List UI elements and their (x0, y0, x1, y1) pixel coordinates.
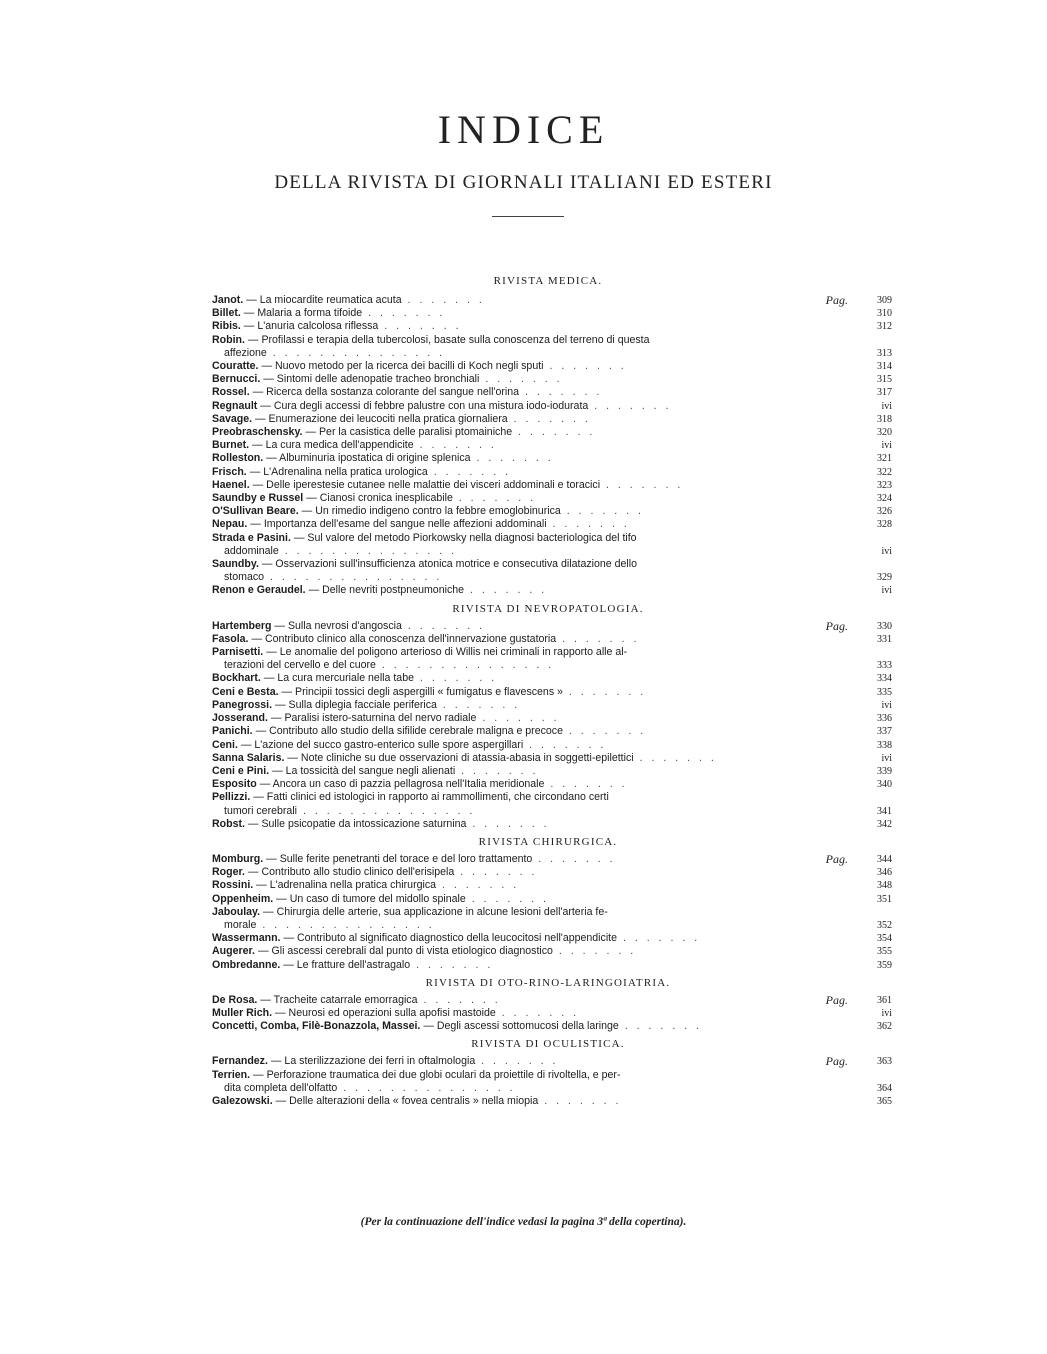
entry-page-number: 354 (877, 933, 892, 945)
leader-dots: . . . . . . . (465, 892, 549, 905)
leader-dots: . . . . . . . (512, 426, 596, 439)
entry-author: Fernandez. (212, 1055, 268, 1068)
leader-dots: . . . . . . . (562, 685, 647, 698)
leader-dots: . . . . . . . (427, 465, 512, 478)
index-entry (212, 307, 892, 320)
entry-author: Sanna Salaris. (212, 751, 285, 764)
entry-author: Saundby e Russel (212, 492, 304, 505)
leader-dots: . . . . . . . (413, 439, 497, 452)
entry-author: Roger. (212, 866, 245, 879)
index-entry (212, 672, 892, 685)
index-entry (212, 1007, 892, 1020)
entry-title: — Le fratture dell'astragalo (283, 958, 411, 971)
index-entry (212, 360, 892, 373)
entry-title: — Sulla nevrosi d'angoscia (274, 619, 402, 632)
index-entry (212, 1095, 892, 1108)
entry-page-number: 341 (877, 805, 892, 817)
entry-author: Parnisetti. (212, 646, 264, 659)
entry-author: Ceni e Pini. (212, 764, 270, 777)
index-entry (212, 452, 892, 465)
entry-title: — Perforazione traumatica dei due globi oculari da proiettile di rivoltella, e per- (253, 1068, 621, 1081)
index-entry (212, 426, 892, 439)
entry-title: — L'adrenalina nella pratica chirurgica (256, 879, 437, 892)
entry-page-number: 326 (877, 506, 892, 518)
entry-page-number: ivi (881, 1007, 892, 1019)
leader-dots: . . . . . . . (470, 452, 554, 465)
entry-page-number: 331 (877, 633, 892, 645)
index-entry (212, 466, 892, 479)
entry-title-continuation: tumori cerebrali (224, 804, 298, 817)
entry-page-number: 342 (877, 818, 892, 830)
leader-dots: . . . . . . . (532, 852, 616, 865)
entry-title: — Neurosi ed operazioni sulla apofisi mastoide (275, 1006, 496, 1019)
leader-dots: . . . . . . . . . . . . . . . (337, 1081, 516, 1094)
entry-title: — Chirurgia delle arterie, sua applicazione in alcune lesioni dell'arteria fe- (263, 905, 608, 918)
index-title: INDICE (437, 107, 610, 152)
divider-rule (492, 216, 564, 217)
pag-label: Pag. (825, 1054, 848, 1069)
entry-author: Augerer. (212, 945, 255, 958)
entry-title: — Gli ascessi cerebrali dal punto di vista etiologico diagnostico (257, 945, 553, 958)
entry-page-number: 337 (877, 726, 892, 738)
entry-title: — Osservazioni sull'insufficienza atonica motrice e consecutiva dilatazione dello (261, 558, 637, 571)
leader-dots: . . . . . . . (417, 993, 501, 1006)
leader-dots: . . . . . . . . . . . . . . . (266, 346, 446, 359)
entry-title: — L'azione del succo gastro-enterico sulle spore aspergillari (240, 738, 524, 751)
entry-title: — Un caso di tumore del midollo spinale (276, 892, 466, 905)
entry-page-number: 359 (877, 959, 892, 971)
entry-title: — Importanza dell'esame del sangue nelle affezioni addominali (250, 518, 547, 531)
entry-title-continuation: terazioni del cervello e del cuore (224, 659, 376, 672)
index-entry (212, 294, 892, 307)
entry-title: — Delle nevriti postpneumoniche (308, 584, 465, 597)
leader-dots: . . . . . . . (618, 1020, 703, 1033)
entry-title: — Ancora un caso di pazzia pellagrosa nell'Italia meridionale (259, 778, 545, 791)
entry-title: — Ricerca della sostanza colorante del sangue nell'orina (252, 386, 520, 399)
entry-author: Galezowski. (212, 1094, 273, 1107)
entry-author: Billet. (212, 307, 241, 320)
entry-page-number: 328 (877, 519, 892, 531)
leader-dots: . . . . . . . (362, 307, 446, 320)
entry-title: — Albuminuria ipostatica di origine splenica (266, 452, 471, 465)
entry-author: Ombredanne. (212, 958, 281, 971)
index-entry (212, 633, 892, 646)
pag-label: Pag. (825, 618, 848, 633)
section-heading: RIVISTA MEDICA. (493, 275, 603, 287)
entry-page-number: 362 (877, 1021, 892, 1033)
entry-title: — La cura mercuriale nella tabe (263, 672, 414, 685)
entry-author: Terrien. (212, 1068, 251, 1081)
entry-page-number: ivi (881, 585, 892, 597)
entry-page-number: 344 (877, 853, 892, 865)
entry-author: Strada e Pasini. (212, 531, 291, 544)
index-entry (212, 1055, 892, 1068)
entry-author: Regnault (212, 399, 258, 412)
entry-title-continuation: affezione (224, 346, 267, 359)
entry-author: Esposito (212, 778, 257, 791)
entry-page-number: 361 (877, 994, 892, 1006)
index-entry (212, 725, 892, 738)
entry-title: — Malaria a forma tifoide (243, 307, 363, 320)
entry-author: Rossini. (212, 879, 254, 892)
index-entry (212, 712, 892, 725)
entry-title-continuation: dita completa dell'olfatto (224, 1081, 338, 1094)
entry-page-number: 330 (877, 620, 892, 632)
entry-title: — Sul valore del metodo Piorkowsky nella diagnosi bacteriologica del tifo (293, 531, 637, 544)
entry-author: Pellizzi. (212, 791, 251, 804)
leader-dots: . . . . . . . . . . . . . . . (264, 571, 443, 584)
entry-page-number: ivi (881, 400, 892, 412)
leader-dots: . . . . . . . (556, 632, 640, 645)
index-entry (212, 818, 892, 831)
entry-title: — Nuovo metodo per la ricerca dei bacilli di Koch negli sputi (261, 360, 544, 373)
index-entry (212, 699, 892, 712)
index-entry (212, 932, 892, 945)
leader-dots: . . . . . . . (544, 778, 628, 791)
entry-author: Bernucci. (212, 373, 261, 386)
index-entry (212, 686, 892, 699)
entry-page-number: 334 (877, 673, 892, 685)
leader-dots: . . . . . . . (476, 712, 560, 725)
entry-author: Fasola. (212, 632, 249, 645)
leader-dots: . . . . . . . (562, 725, 647, 738)
entry-author: Wassermann. (212, 932, 281, 945)
index-entry (212, 518, 892, 531)
index-entry (212, 853, 892, 866)
index-entry (212, 620, 892, 633)
entry-author: O'Sullivan Beare. (212, 505, 299, 518)
leader-dots: . . . . . . . (543, 360, 627, 373)
entry-title: — Contributo allo studio clinico dell'erisipela (247, 866, 455, 879)
section-heading: RIVISTA DI NEVROPATOLOGIA. (452, 602, 644, 615)
leader-dots: . . . . . . . . . . . . . . . (297, 804, 476, 817)
entry-page-number: 333 (877, 660, 892, 672)
entry-title-continuation: morale (224, 918, 257, 931)
entry-page-number: 312 (877, 321, 892, 333)
entry-author: Oppenheim. (212, 892, 274, 905)
entry-page-number: 348 (877, 880, 892, 892)
entry-page-number: 329 (877, 572, 892, 584)
entry-author: Burnet. (212, 439, 250, 452)
entry-page-number: 310 (877, 308, 892, 320)
leader-dots: . . . . . . . (401, 294, 485, 306)
leader-dots: . . . . . . . (588, 399, 672, 412)
entry-author: Ribis. (212, 320, 241, 333)
entry-author: Jaboulay. (212, 905, 261, 918)
index-entry (212, 765, 892, 778)
entry-author: Ceni. (212, 738, 238, 751)
entry-title: — Degli ascessi sottomucosi della laringe (423, 1020, 619, 1033)
leader-dots: . . . . . . . . . . . . . . . (256, 918, 435, 931)
entry-author: Rolleston. (212, 452, 264, 465)
entry-page-number: 340 (877, 779, 892, 791)
leader-dots: . . . . . . . (552, 945, 637, 958)
entry-title: — La tossicità del sangue negli alienati (272, 764, 456, 777)
leader-dots: . . . . . . . (410, 958, 494, 971)
entry-page-number: 324 (877, 493, 892, 505)
entry-title: — Tracheite catarrale emorragica (260, 993, 418, 1006)
index-entry (212, 558, 892, 584)
entry-author: Ceni e Besta. (212, 685, 279, 698)
entry-author: Rossel. (212, 386, 250, 399)
entry-page-number: 309 (877, 295, 892, 306)
entry-author: Couratte. (212, 360, 259, 373)
index-entry (212, 739, 892, 752)
entry-title-continuation: stomaco (224, 571, 265, 584)
entry-title: — Un rimedio indigeno contro la febbre emoglobinurica (301, 505, 561, 518)
pag-label: Pag. (825, 293, 848, 307)
entry-page-number: ivi (881, 752, 892, 764)
leader-dots: . . . . . . . (454, 866, 538, 879)
pag-label: Pag. (825, 992, 848, 1007)
entry-page-number: 335 (877, 686, 892, 698)
table-of-contents (212, 268, 892, 1108)
entry-author: Savage. (212, 412, 253, 425)
entry-author: Panichi. (212, 725, 253, 738)
entry-author: Muller Rich. (212, 1006, 273, 1019)
entry-author: Nepau. (212, 518, 248, 531)
entry-author: Momburg. (212, 852, 264, 865)
entry-page-number: 317 (877, 387, 892, 399)
entry-author: Preobraschensky. (212, 426, 303, 439)
leader-dots: . . . . . . . (413, 672, 498, 685)
pag-label: Pag. (825, 851, 848, 866)
index-entry (212, 334, 892, 360)
entry-title: — Contributo allo studio della sifilide cerebrale maligna e precoce (255, 725, 563, 738)
entry-title-continuation: addominale (224, 544, 279, 557)
index-entry (212, 1020, 892, 1033)
entry-title: — Enumerazione dei leucociti nella pratica giornaliera (255, 412, 508, 425)
index-entry (212, 945, 892, 958)
index-entry (212, 373, 892, 386)
entry-title: — Cianosi cronica inesplicabile (306, 492, 453, 505)
entry-author: Saundby. (212, 558, 259, 571)
entry-title: — Le anomalie del poligono arterioso di Willis nei criminali in rapporto alle al- (266, 646, 628, 659)
leader-dots: . . . . . . . (495, 1006, 580, 1019)
entry-page-number: 323 (877, 479, 892, 491)
entry-author: Josserand. (212, 712, 268, 725)
entry-page-number: 365 (877, 1095, 892, 1107)
entry-title: — Fatti clinici ed istologici in rapporto ai rammollimenti, che circondano certi (253, 791, 609, 804)
entry-author: Haenel. (212, 478, 250, 491)
leader-dots: . . . . . . . (466, 817, 550, 830)
entry-author: De Rosa. (212, 993, 258, 1006)
leader-dots: . . . . . . . (507, 412, 591, 425)
entry-author: Renon e Geraudel. (212, 584, 306, 597)
entry-title: — Sintomi delle adenopatie tracheo bronchiali (263, 373, 480, 386)
leader-dots: . . . . . . . (455, 764, 539, 777)
index-entry (212, 386, 892, 399)
index-entry (212, 959, 892, 972)
index-entry (212, 752, 892, 765)
entry-title: — L'anuria calcolosa riflessa (243, 320, 379, 333)
index-entry (212, 1069, 892, 1095)
entry-title: — Per la casistica delle paralisi ptomainiche (305, 426, 513, 439)
entry-title: — Principii tossici degli aspergilli « fumigatus e flavescens » (281, 685, 563, 698)
entry-title: — Contributo clinico alla conoscenza dell'innervazione gustatoria (251, 632, 557, 645)
leader-dots: . . . . . . . (378, 320, 462, 333)
entry-title: — La sterilizzazione dei ferri in oftalmologia (270, 1055, 476, 1068)
leader-dots: . . . . . . . (436, 879, 520, 892)
leader-dots: . . . . . . . . . . . . . . . (375, 659, 555, 672)
index-entry (212, 439, 892, 452)
entry-title: — Profilassi e terapia della tubercolosi, basate sulla conoscenza del terreno di questa (247, 333, 650, 346)
entry-page-number: 314 (877, 361, 892, 373)
entry-page-number: ivi (881, 699, 892, 711)
entry-title: — Contributo al significato diagnostico della leucocitosi nell'appendicite (283, 932, 618, 945)
index-entry (212, 866, 892, 879)
entry-title: — La miocardite reumatica acuta (246, 294, 402, 306)
index-entry (212, 646, 892, 672)
entry-page-number: 346 (877, 867, 892, 879)
index-entry (212, 532, 892, 558)
entry-page-number: 364 (877, 1082, 892, 1094)
leader-dots: . . . . . . . (401, 619, 486, 632)
index-entry (212, 492, 892, 505)
index-entry (212, 505, 892, 518)
index-entry (212, 400, 892, 413)
leader-dots: . . . . . . . . . . . . . . . (278, 544, 458, 557)
index-entry (212, 906, 892, 932)
entry-title: — Cura degli accessi di febbre palustre con una mistura iodo-iodurata (260, 399, 589, 412)
entry-page-number: 338 (877, 739, 892, 751)
entry-page-number: ivi (881, 545, 892, 557)
entry-page-number: ivi (881, 440, 892, 452)
entry-author: Robin. (212, 333, 245, 346)
entry-page-number: 315 (877, 374, 892, 386)
leader-dots: . . . . . . . (600, 478, 684, 491)
section-heading: RIVISTA CHIRURGICA. (478, 835, 618, 848)
entry-page-number: 363 (877, 1056, 892, 1068)
entry-title: — Sulle psicopatie da intossicazione saturnina (247, 817, 467, 830)
entry-page-number: 322 (877, 466, 892, 478)
entry-title: — Note cliniche su due osservazioni di atassia-abasia in soggetti-epilettici (287, 751, 634, 764)
entry-author: Concetti, Comba, Filè-Bonazzola, Massei. (212, 1020, 421, 1033)
leader-dots: . . . . . . . (633, 751, 717, 764)
entry-page-number: 318 (877, 413, 892, 425)
entry-title: — Sulle ferite penetranti del torace e del loro trattamento (266, 852, 533, 865)
continuation-note: (Per la continuazione dell'indice vedasi la pagina 3ª della copertina). (360, 1216, 687, 1228)
index-entry (212, 320, 892, 333)
leader-dots: . . . . . . . (519, 386, 603, 399)
entry-page-number: 351 (877, 893, 892, 905)
entry-title: — La cura medica dell'appendicite (252, 439, 414, 452)
index-entry (212, 994, 892, 1007)
entry-title: — Paralisi istero-saturnina del nervo radiale (270, 712, 477, 725)
leader-dots: . . . . . . . (452, 492, 537, 505)
leader-dots: . . . . . . . (546, 518, 630, 531)
leader-dots: . . . . . . . (464, 584, 548, 597)
entry-author: Frisch. (212, 465, 247, 478)
index-subtitle: DELLA RIVISTA DI GIORNALI ITALIANI ED ESTERI (274, 172, 773, 193)
entry-author: Robst. (212, 817, 245, 830)
entry-author: Bockhart. (212, 672, 261, 685)
section-heading: RIVISTA DI OCULISTICA. (471, 1038, 625, 1051)
leader-dots: . . . . . . . (475, 1055, 559, 1068)
section-heading: RIVISTA DI OTO-RINO-LARINGOIATRIA. (425, 976, 671, 989)
leader-dots: . . . . . . . (436, 698, 521, 711)
index-entry (212, 413, 892, 426)
index-entry (212, 893, 892, 906)
entry-page-number: 321 (877, 453, 892, 465)
entry-title: — Sulla diplegia facciale periferica (275, 698, 437, 711)
entry-title: — Delle alterazioni della « fovea centralis » nella miopia (275, 1094, 539, 1107)
entry-page-number: 320 (877, 427, 892, 439)
index-entry (212, 479, 892, 492)
leader-dots: . . . . . . . (538, 1094, 622, 1107)
index-entry (212, 584, 892, 597)
index-entry (212, 791, 892, 817)
entry-page-number: 336 (877, 713, 892, 725)
entry-author: Hartemberg (212, 619, 272, 632)
index-entry (212, 778, 892, 791)
leader-dots: . . . . . . . (479, 373, 563, 386)
index-entry (212, 879, 892, 892)
entry-page-number: 313 (877, 347, 892, 359)
entry-page-number: 355 (877, 946, 892, 958)
leader-dots: . . . . . . . (523, 738, 607, 751)
entry-page-number: 352 (877, 919, 892, 931)
entry-title: — L'Adrenalina nella pratica urologica (249, 465, 428, 478)
entry-author: Janot. (212, 294, 244, 306)
entry-author: Panegrossi. (212, 698, 273, 711)
leader-dots: . . . . . . . (560, 505, 644, 518)
leader-dots: . . . . . . . (617, 932, 701, 945)
entry-page-number: 339 (877, 765, 892, 777)
entry-title: — Delle iperestesie cutanee nelle malattie dei visceri addominali e toracici (252, 478, 601, 491)
